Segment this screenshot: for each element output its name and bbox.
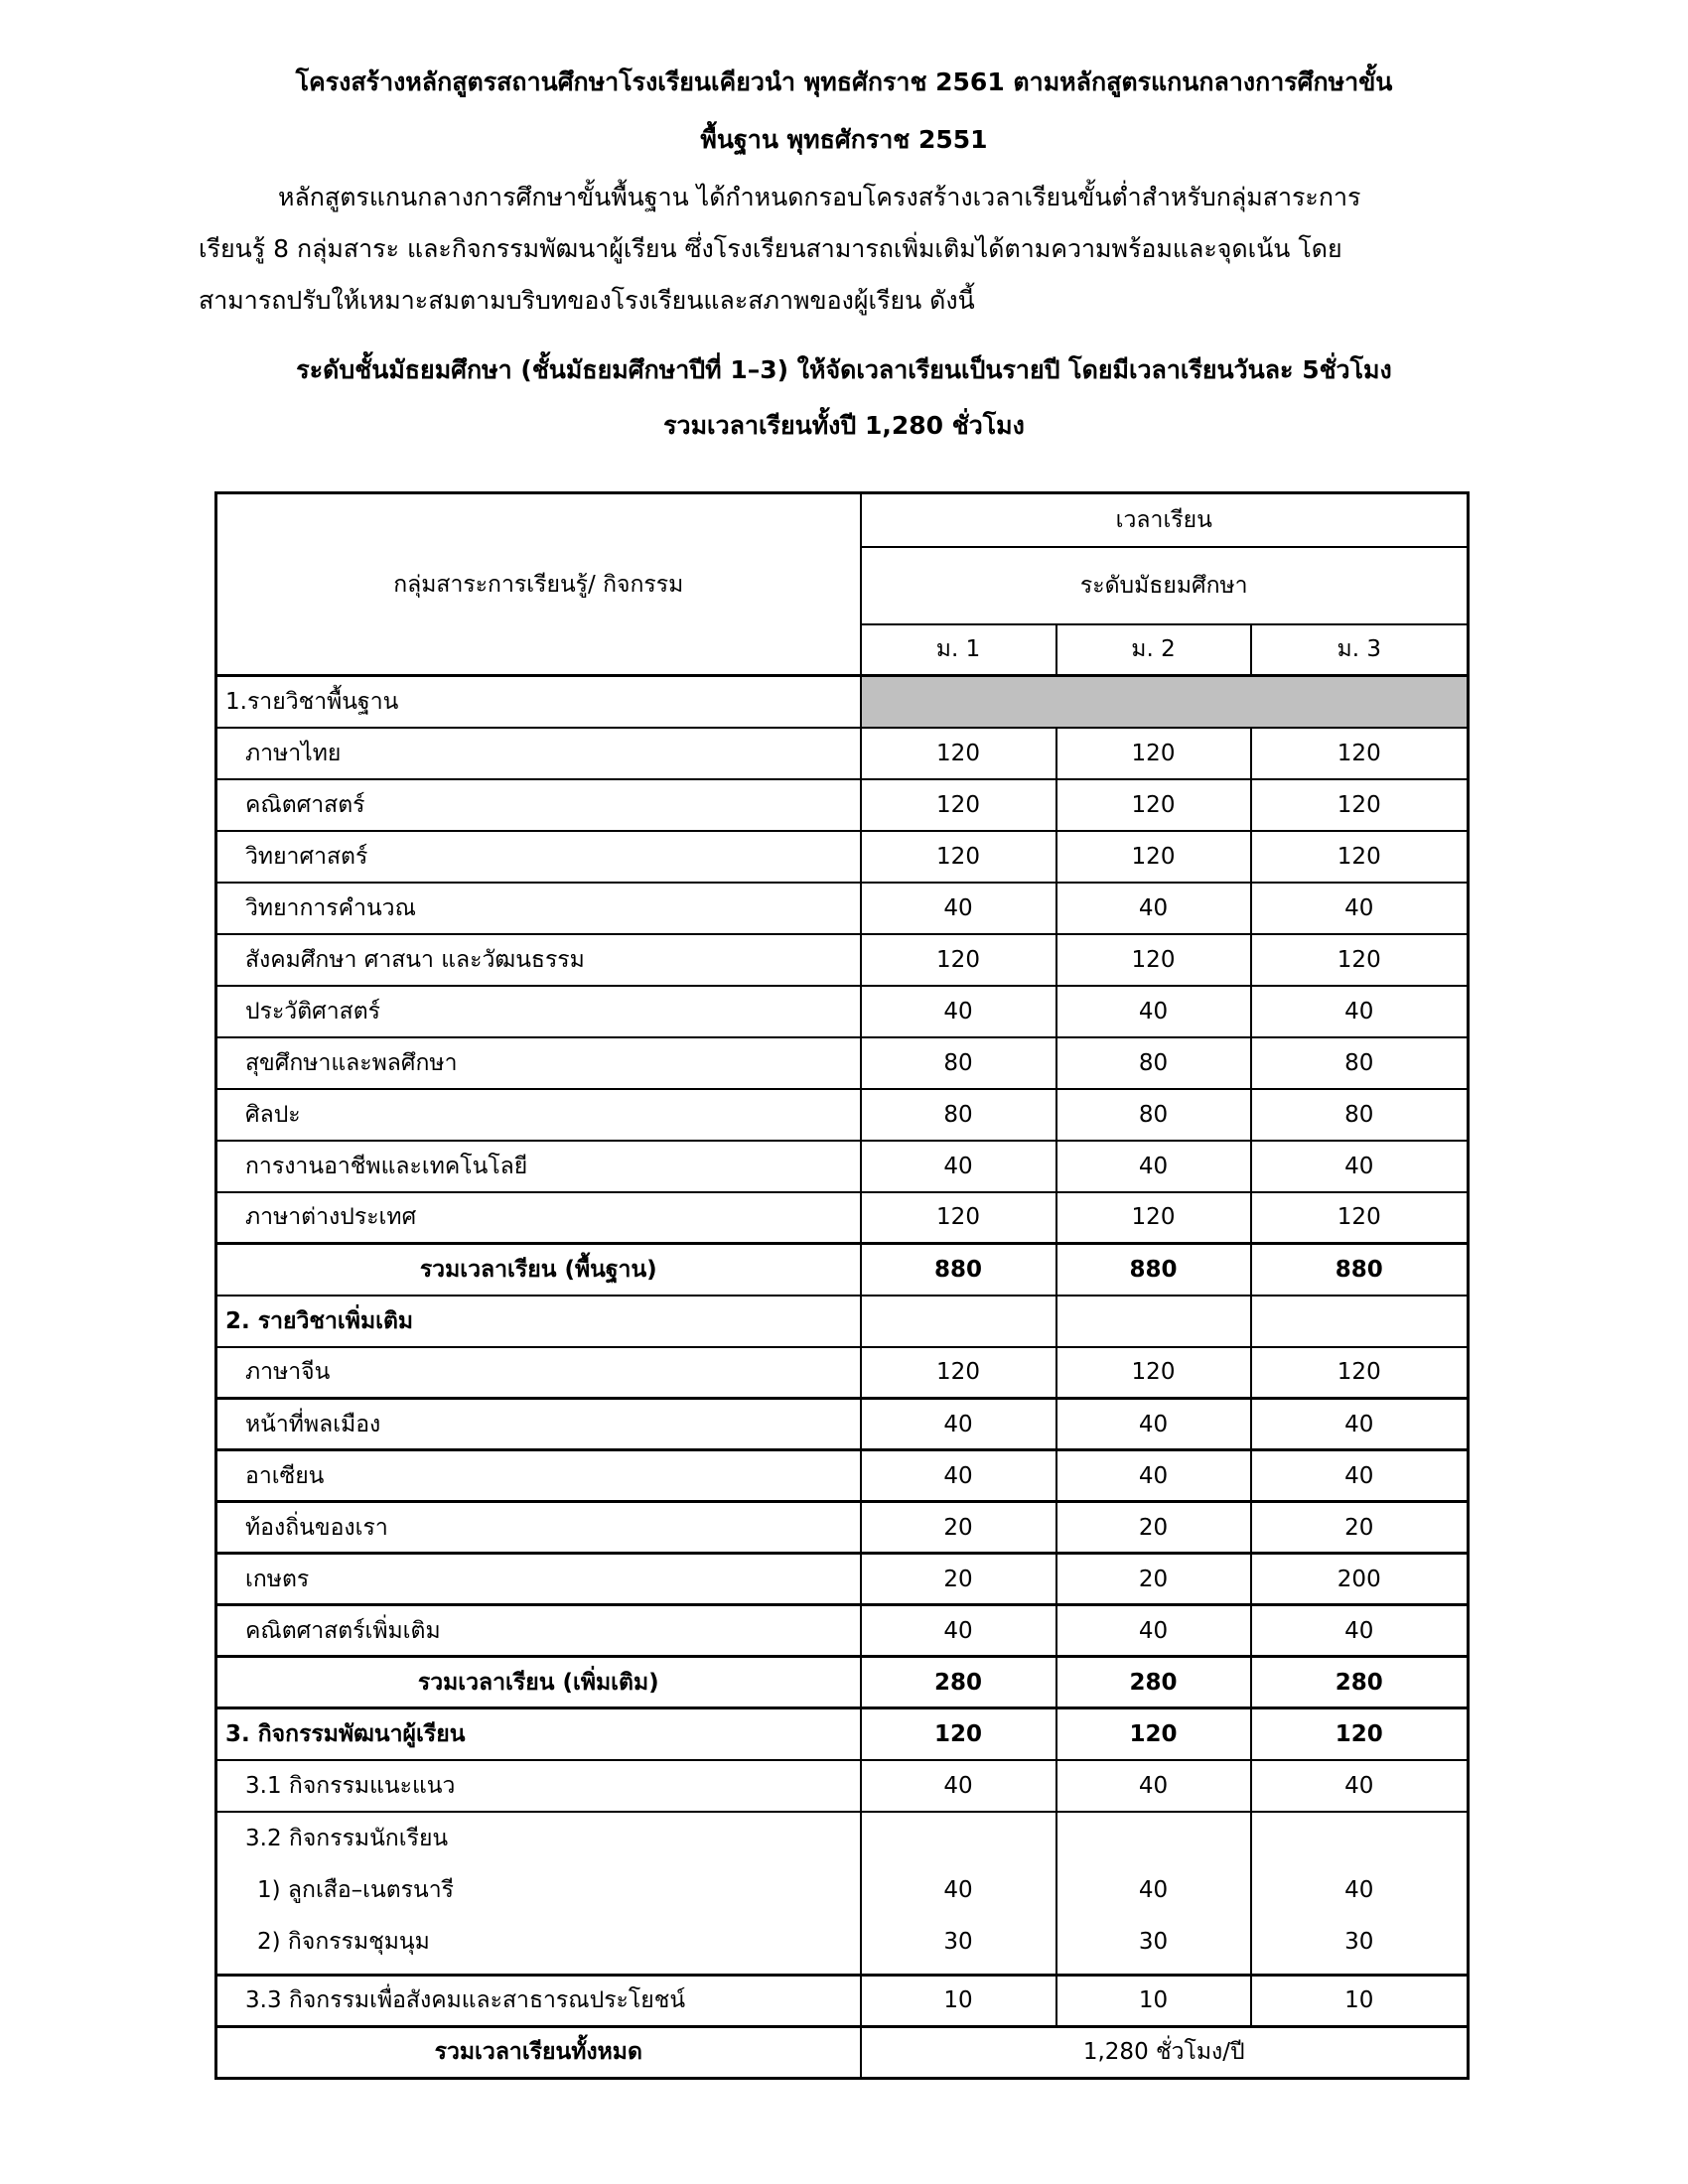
table-row <box>216 1399 1469 1450</box>
hours-grade-m2: 120 <box>1056 1192 1251 1244</box>
table-row <box>216 1192 1469 1244</box>
grand-total-label: รวมเวลาเรียนทั้งหมด <box>216 2026 861 2078</box>
subject-label: ศิลปะ <box>216 1089 861 1141</box>
subject-label: หน้าที่พลเมือง <box>216 1399 861 1450</box>
table-row <box>216 1502 1469 1554</box>
hours-grade-m1: 120 <box>861 1192 1056 1244</box>
hours-grade-m3: 120 <box>1251 728 1469 779</box>
intro-paragraph-line-1: หลักสูตรแกนกลางการศึกษาขั้นพื้นฐาน ได้กำหนดกรอบโครงสร้างเวลาเรียนขั้นต่ำสำหรับกลุ่มสาระการ <box>278 183 1361 211</box>
subject-label: สุขศึกษาและพลศึกษา <box>216 1037 861 1089</box>
hours-grade-m1: 10 <box>861 1975 1056 2026</box>
sub-activity-label: 2) กิจกรรมชุมนุม <box>257 1928 430 1955</box>
hours-grade-m1: 40 <box>861 883 1056 934</box>
subject-label: วิทยาการคำนวณ <box>216 883 861 934</box>
hours-grade-m2: 20 <box>1056 1554 1251 1605</box>
table-row <box>216 883 1469 934</box>
sub-activity-hours: 40 <box>943 1876 973 1903</box>
hours-grade-m2: 120 <box>1056 779 1251 831</box>
table-row <box>216 1554 1469 1605</box>
section-2-header-row <box>216 1296 1469 1347</box>
hours-grade-m2: 40 <box>1056 986 1251 1037</box>
hours-grade-m1: 40 <box>861 1450 1056 1502</box>
subject-label: 3.1 กิจกรรมแนะแนว <box>216 1760 861 1812</box>
hours-grade-m3: 40 <box>1251 1450 1469 1502</box>
hours-grade-m2: 120 <box>1056 1347 1251 1399</box>
hours-grade-m3: 40 <box>1251 986 1469 1037</box>
hours-grade-m1: 880 <box>861 1244 1056 1296</box>
header-grade-m2: ม. 2 <box>1056 624 1251 676</box>
sub-activity-hours: 40 <box>1344 1876 1374 1903</box>
level-description-line-1: ระดับชั้นมัธยมศึกษา (ชั้นมัธยมศึกษาปีที่ 1–3) ให้จัดเวลาเรียนเป็นรายปี โดยมีเวลาเรียนวันละ 5ชั่วโมง <box>296 355 1392 384</box>
hours-grade-m1 <box>861 1812 1056 1976</box>
table-row <box>216 831 1469 883</box>
hours-grade-m1: 120 <box>861 779 1056 831</box>
subject-label: ภาษาจีน <box>216 1347 861 1399</box>
table-row <box>216 1760 1469 1812</box>
table-row <box>216 1605 1469 1657</box>
hours-grade-m3: 280 <box>1251 1657 1469 1708</box>
sub-activity-hours: 30 <box>943 1928 973 1955</box>
hours-grade-m3: 200 <box>1251 1554 1469 1605</box>
hours-grade-m1: 120 <box>861 831 1056 883</box>
subject-label: สังคมศึกษา ศาสนา และวัฒนธรรม <box>216 934 861 986</box>
subject-label: รวมเวลาเรียน (พื้นฐาน) <box>216 1244 861 1296</box>
hours-grade-m1: 40 <box>861 1399 1056 1450</box>
hours-grade-m2: 120 <box>1056 831 1251 883</box>
blank-spacer <box>1260 1819 1460 1870</box>
hours-grade-m1: 280 <box>861 1657 1056 1708</box>
hours-grade-m2: 120 <box>1056 728 1251 779</box>
table-row <box>216 1037 1469 1089</box>
header-grade-m3: ม. 3 <box>1251 624 1469 676</box>
hours-grade-m3: 120 <box>1251 1708 1469 1760</box>
hours-grade-m2 <box>1056 1296 1251 1347</box>
hours-grade-m2 <box>1056 1812 1251 1976</box>
subject-label: ภาษาไทย <box>216 728 861 779</box>
subject-label: เกษตร <box>216 1554 861 1605</box>
table-row <box>216 728 1469 779</box>
table-row <box>216 1975 1469 2026</box>
sub-activity-hours: 30 <box>1344 1928 1374 1955</box>
hours-grade-m3: 120 <box>1251 779 1469 831</box>
hours-grade-m2: 40 <box>1056 1760 1251 1812</box>
sub-activity-label: 1) ลูกเสือ–เนตรนารี <box>257 1876 455 1903</box>
hours-grade-m3: 120 <box>1251 934 1469 986</box>
table-row <box>216 986 1469 1037</box>
table-row <box>216 1141 1469 1192</box>
section-1-header-row <box>216 676 1469 728</box>
hours-grade-m3: 40 <box>1251 883 1469 934</box>
table-row <box>216 1347 1469 1399</box>
hours-grade-m3: 40 <box>1251 1605 1469 1657</box>
header-subject-column: กลุ่มสาระการเรียนรู้/ กิจกรรม <box>216 493 861 676</box>
hours-grade-m3: 80 <box>1251 1037 1469 1089</box>
hours-grade-m3: 880 <box>1251 1244 1469 1296</box>
table-row <box>216 1089 1469 1141</box>
header-time-group: เวลาเรียน <box>861 493 1469 547</box>
subject-label: 2. รายวิชาเพิ่มเติม <box>216 1296 861 1347</box>
hours-grade-m3: 120 <box>1251 1192 1469 1244</box>
document-title-line-2: พื้นฐาน พุทธศักราช 2551 <box>700 125 988 154</box>
hours-grade-m3: 120 <box>1251 1347 1469 1399</box>
hours-grade-m3: 40 <box>1251 1760 1469 1812</box>
grand-total-row <box>216 2026 1469 2078</box>
table-row <box>216 779 1469 831</box>
hours-grade-m2: 40 <box>1056 1141 1251 1192</box>
hours-grade-m2: 40 <box>1056 883 1251 934</box>
hours-grade-m2: 40 <box>1056 1399 1251 1450</box>
document-title-line-1: โครงสร้างหลักสูตรสถานศึกษาโรงเรียนเคียวนำ พุทธศักราช 2561 ตามหลักสูตรแกนกลางการศึกษาขั้น <box>295 68 1393 96</box>
header-grade-m1: ม. 1 <box>861 624 1056 676</box>
hours-grade-m1: 20 <box>861 1502 1056 1554</box>
hours-grade-m3 <box>1251 1812 1469 1976</box>
hours-grade-m3: 10 <box>1251 1975 1469 2026</box>
blank-spacer <box>870 1819 1048 1870</box>
subject-label: 3. กิจกรรมพัฒนาผู้เรียน <box>216 1708 861 1760</box>
grand-total-value: 1,280 ชั่วโมง/ปี <box>861 2026 1469 2078</box>
subject-label: ประวัติศาสตร์ <box>216 986 861 1037</box>
hours-grade-m1: 80 <box>861 1089 1056 1141</box>
subject-label: รวมเวลาเรียน (เพิ่มเติม) <box>216 1657 861 1708</box>
subject-label: คณิตศาสตร์ <box>216 779 861 831</box>
hours-grade-m1: 40 <box>861 1760 1056 1812</box>
student-activities-label-cell <box>216 1812 861 1976</box>
sub-activity-hours: 40 <box>1138 1876 1169 1903</box>
hours-grade-m2: 280 <box>1056 1657 1251 1708</box>
hours-grade-m1: 40 <box>861 1605 1056 1657</box>
subject-label: คณิตศาสตร์เพิ่มเติม <box>216 1605 861 1657</box>
subject-label: การงานอาชีพและเทคโนโลยี <box>216 1141 861 1192</box>
blank-spacer <box>1065 1819 1242 1870</box>
hours-grade-m2: 880 <box>1056 1244 1251 1296</box>
hours-grade-m1: 40 <box>861 1141 1056 1192</box>
subject-label: ภาษาต่างประเทศ <box>216 1192 861 1244</box>
hours-grade-m3: 20 <box>1251 1502 1469 1554</box>
hours-grade-m3: 120 <box>1251 831 1469 883</box>
table-row <box>216 1450 1469 1502</box>
section-1-total-row <box>216 1244 1469 1296</box>
table-row <box>216 934 1469 986</box>
hours-grade-m2: 80 <box>1056 1089 1251 1141</box>
level-description-line-2: รวมเวลาเรียนทั้งปี 1,280 ชั่วโมง <box>663 411 1025 440</box>
student-activities-row <box>216 1812 1469 1976</box>
subject-label: วิทยาศาสตร์ <box>216 831 861 883</box>
subject-label: 3.2 กิจกรรมนักเรียน <box>245 1825 449 1851</box>
hours-grade-m2: 80 <box>1056 1037 1251 1089</box>
hours-grade-m1: 20 <box>861 1554 1056 1605</box>
subject-label: 3.3 กิจกรรมเพื่อสังคมและสาธารณประโยชน์ <box>216 1975 861 2026</box>
hours-grade-m1: 80 <box>861 1037 1056 1089</box>
hours-grade-m2: 40 <box>1056 1450 1251 1502</box>
curriculum-structure-table <box>214 491 1470 2080</box>
section-1-title: 1.รายวิชาพื้นฐาน <box>216 676 861 728</box>
hours-grade-m1: 120 <box>861 728 1056 779</box>
hours-grade-m2: 10 <box>1056 1975 1251 2026</box>
section-3-header-row <box>216 1708 1469 1760</box>
intro-paragraph-line-3: สามารถปรับให้เหมาะสมตามบริบทของโรงเรียนและสภาพของผู้เรียน ดังนี้ <box>199 286 975 315</box>
hours-grade-m3: 80 <box>1251 1089 1469 1141</box>
section-1-gray-fill <box>861 676 1469 728</box>
header-level-group: ระดับมัธยมศึกษา <box>861 547 1469 624</box>
hours-grade-m3: 40 <box>1251 1141 1469 1192</box>
hours-grade-m1: 40 <box>861 986 1056 1037</box>
hours-grade-m2: 20 <box>1056 1502 1251 1554</box>
subject-label: ท้องถิ่นของเรา <box>216 1502 861 1554</box>
intro-paragraph-line-2: เรียนรู้ 8 กลุ่มสาระ และกิจกรรมพัฒนาผู้เรียน ซึ่งโรงเรียนสามารถเพิ่มเติมได้ตามความพร้อมและจุดเน้น โดย <box>199 234 1342 263</box>
subject-label: อาเซียน <box>216 1450 861 1502</box>
hours-grade-m1 <box>861 1296 1056 1347</box>
sub-activity-hours: 30 <box>1138 1928 1169 1955</box>
section-2-total-row <box>216 1657 1469 1708</box>
hours-grade-m1: 120 <box>861 934 1056 986</box>
hours-grade-m1: 120 <box>861 1347 1056 1399</box>
hours-grade-m2: 120 <box>1056 1708 1251 1760</box>
hours-grade-m1: 120 <box>861 1708 1056 1760</box>
hours-grade-m2: 120 <box>1056 934 1251 986</box>
hours-grade-m3 <box>1251 1296 1469 1347</box>
hours-grade-m3: 40 <box>1251 1399 1469 1450</box>
hours-grade-m2: 40 <box>1056 1605 1251 1657</box>
